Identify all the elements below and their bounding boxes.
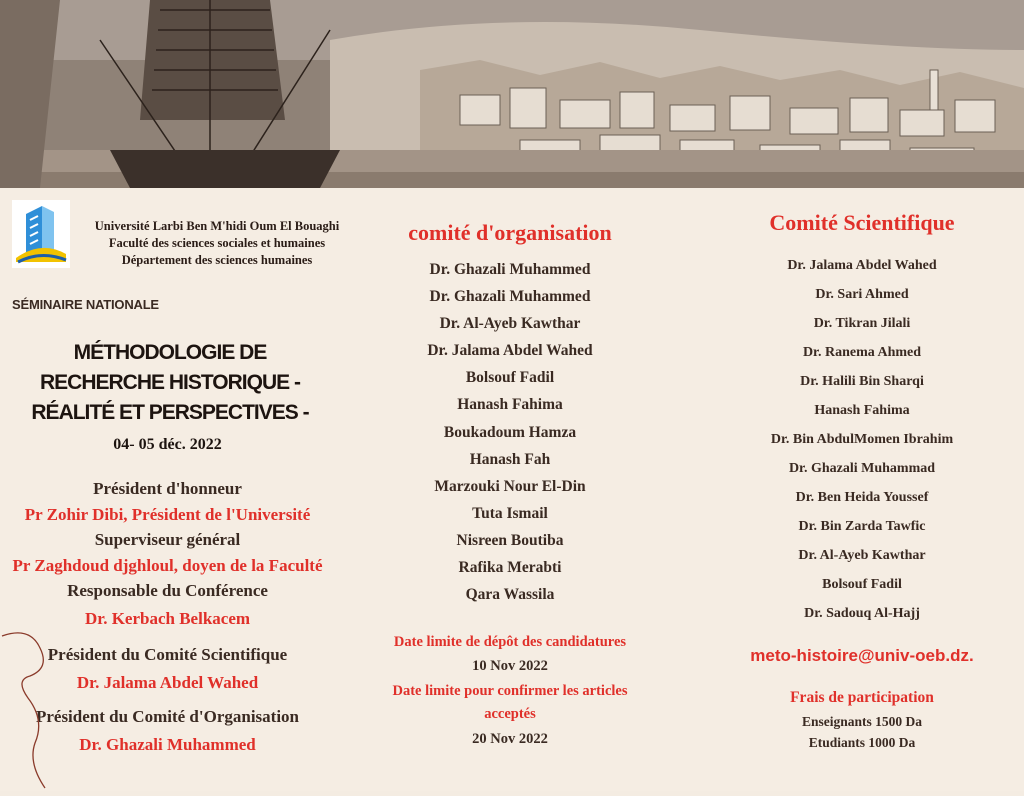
list-item: Dr. Ghazali Muhammad xyxy=(788,461,936,476)
submission-deadline-date: 10 Nov 2022 xyxy=(472,658,548,674)
role-label: Président d'honneur xyxy=(93,479,242,498)
list-item: Hanash Fahima xyxy=(814,403,910,418)
list-item: Tuta Ismail xyxy=(472,504,548,522)
list-item: Dr. Ranema Ahmed xyxy=(802,345,922,360)
list-item: Qara Wassila xyxy=(465,586,555,604)
contact-email[interactable]: meto-histoire@univ-oeb.dz. xyxy=(750,646,974,665)
organizing-committee-list xyxy=(362,256,658,608)
confirm-deadline-label: Date limite pour confirmer les articles xyxy=(392,683,628,699)
scientific-committee-heading: Comité Scientifique xyxy=(769,210,955,235)
event-dates: 04- 05 déc. 2022 xyxy=(113,436,222,453)
organizing-committee-heading: comité d'organisation xyxy=(408,220,612,245)
fee-students: Etudiants 1000 Da xyxy=(808,735,916,750)
list-item: Dr. Sadouq Al-Hajj xyxy=(804,606,920,621)
submission-deadline-label: Date limite de dépôt des candidatures xyxy=(393,634,627,650)
role-person: Pr Zohir Dibi, Président de l'Université xyxy=(24,505,311,524)
list-item: Rafika Merabti xyxy=(458,559,562,577)
list-item: Dr. Bin AbdulMomen Ibrahim xyxy=(770,432,954,447)
university-name: Université Larbi Ben M'hidi Oum El Bouaghi xyxy=(94,219,340,233)
list-item: Nisreen Boutiba xyxy=(456,531,564,549)
list-item: Hanash Fahima xyxy=(457,396,563,414)
university-logo xyxy=(12,200,70,268)
list-item: Dr. Bin Zarda Tawfic xyxy=(798,519,926,534)
event-type: SÉMINAIRE NATIONALE xyxy=(12,297,159,312)
list-item: Bolsouf Fadil xyxy=(822,577,902,592)
role-person: Dr. Jalama Abdel Wahed xyxy=(76,673,259,692)
role-person: Dr. Kerbach Belkacem xyxy=(84,609,251,628)
fee-teachers: Enseignants 1500 Da xyxy=(801,714,923,729)
decorative-swirl xyxy=(0,628,80,791)
confirm-deadline-date: 20 Nov 2022 xyxy=(472,731,548,747)
scientific-committee-list xyxy=(712,251,1012,628)
list-item: Dr. Jalama Abdel Wahed xyxy=(787,258,937,273)
list-item: Marzouki Nour El-Din xyxy=(434,477,586,495)
event-title-line: RÉALITÉ ET PERSPECTIVES - xyxy=(31,401,309,424)
event-title xyxy=(0,338,340,428)
list-item: Dr. Tikran Jilali xyxy=(813,316,911,331)
event-title-line: MÉTHODOLOGIE DE xyxy=(73,341,267,364)
event-title-line: RECHERCHE HISTORIQUE - xyxy=(40,371,300,394)
list-item: Dr. Sari Ahmed xyxy=(815,287,909,302)
role-label: Président du Comité Scientifique xyxy=(47,645,288,664)
role-person: Dr. Ghazali Muhammed xyxy=(79,735,256,754)
list-item: Dr. Ghazali Muhammed xyxy=(429,288,591,306)
confirm-deadline-label: acceptés xyxy=(484,706,536,722)
list-item: Hanash Fah xyxy=(469,450,551,468)
fees-heading: Frais de participation xyxy=(790,689,934,706)
institution-block xyxy=(72,218,362,269)
list-item: Boukadoum Hamza xyxy=(443,423,577,441)
list-item: Dr. Halili Bin Sharqi xyxy=(800,374,924,389)
list-item: Dr. Ghazali Muhammed xyxy=(429,261,591,278)
role-label: Responsable du Conférence xyxy=(67,581,268,600)
department-name: Département des sciences humaines xyxy=(121,253,313,267)
role-label: Président du Comité d'Organisation xyxy=(35,707,300,726)
list-item: Dr. Al-Ayeb Kawthar xyxy=(798,548,926,563)
list-item: Dr. Ben Heida Youssef xyxy=(795,490,929,505)
role-label: Superviseur général xyxy=(94,530,241,549)
list-item: Bolsouf Fadil xyxy=(465,369,555,387)
faculty-name: Faculté des sciences sociales et humaines xyxy=(108,236,326,250)
list-item: Dr. Al-Ayeb Kawthar xyxy=(439,315,581,333)
role-person: Pr Zaghdoud djghloul, doyen de la Faculté xyxy=(12,556,323,575)
header-banner-image xyxy=(0,0,1024,188)
list-item: Dr. Jalama Abdel Wahed xyxy=(427,342,593,360)
